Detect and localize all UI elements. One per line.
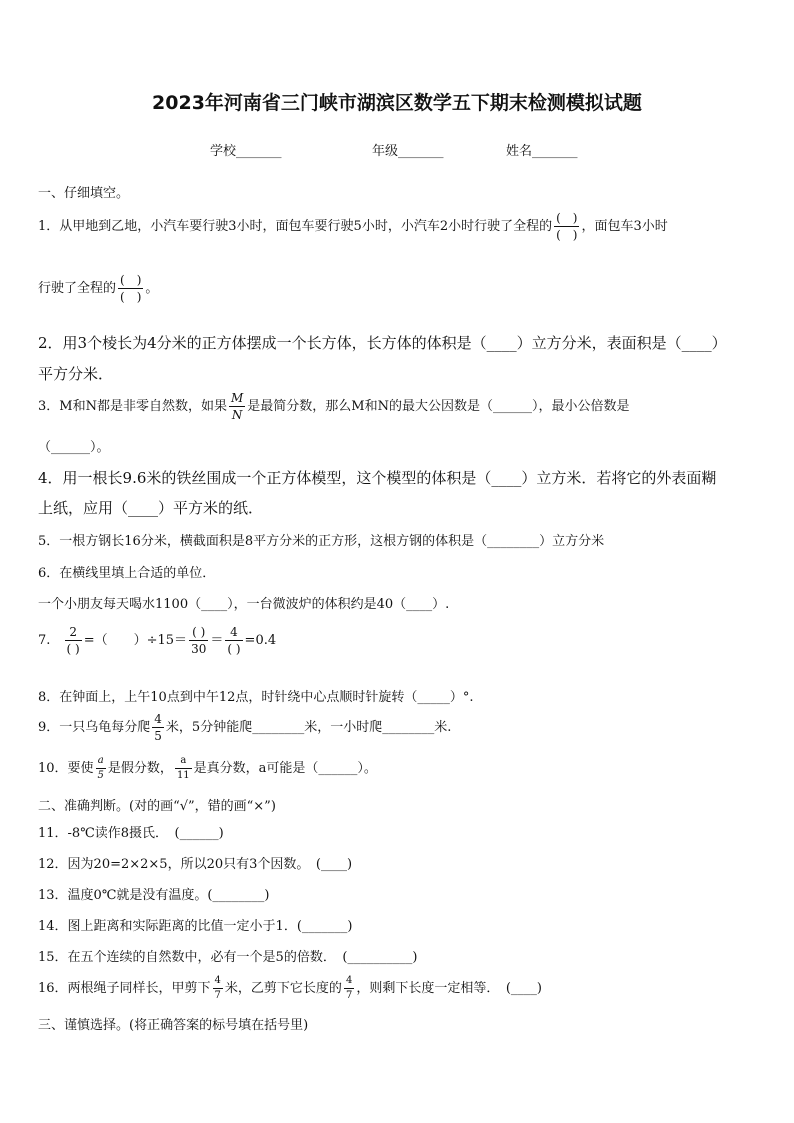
q1-text-b: ，面包车3小时 bbox=[581, 219, 668, 234]
page-title: 2023年河南省三门峡市湖滨区数学五下期末检测模拟试题 bbox=[152, 92, 642, 114]
question-14: 14．图上距离和实际距离的比值一定小于1．(_______) bbox=[38, 919, 353, 934]
fraction-denominator: 5 bbox=[97, 770, 104, 781]
fraction-denominator: 7 bbox=[214, 990, 221, 1001]
fraction-denominator: N bbox=[229, 406, 245, 421]
q7-label: 7. bbox=[38, 633, 51, 648]
question-4-line-1: 4．用一根长9.6米的铁丝围成一个正方体模型，这个模型的体积是（____）立方米．若将它的外表面糊 bbox=[38, 469, 717, 487]
question-5: 5．一根方钢长16分米，横截面积是8平方分米的正方形，这根方钢的体积是（________）立方分米 bbox=[38, 534, 605, 549]
question-11: 11．-8℃读作8摄氏． (______) bbox=[38, 826, 224, 841]
fraction-denominator: 30 bbox=[191, 642, 207, 656]
fraction-denominator: ( ) bbox=[66, 642, 80, 656]
q10-text-c: 是真分数，a可能是（______）。 bbox=[193, 761, 377, 776]
q3-text-a: 3．M和N都是非零自然数，如果 bbox=[38, 399, 227, 414]
fraction-numerator: ( ) bbox=[120, 273, 142, 287]
fraction-1 bbox=[65, 626, 82, 655]
question-6-line-2: 一个小朋友每天喝水1100（____），一台微波炉的体积约是40（____）. bbox=[38, 597, 450, 612]
q3-text-b: 是最简分数，那么M和N的最大公因数是（______），最小公倍数是 bbox=[247, 399, 630, 414]
section-heading-2: 二、准确判断。(对的画“√”，错的画“×”) bbox=[38, 799, 276, 814]
question-1-line-2 bbox=[38, 274, 158, 303]
question-1-line-1 bbox=[38, 212, 668, 241]
fraction-m-over-n bbox=[229, 392, 245, 421]
blank-fraction bbox=[118, 274, 143, 303]
q7-mid: =（ ）÷15＝ bbox=[83, 633, 188, 648]
question-16 bbox=[38, 976, 542, 1001]
fraction-2 bbox=[189, 626, 208, 655]
school-field: 学校_______ bbox=[210, 144, 282, 159]
fraction-3 bbox=[225, 626, 242, 655]
fraction-numerator: 4 bbox=[154, 712, 162, 726]
question-3-line-1 bbox=[38, 392, 629, 421]
q16-text-c: ，则剩下长度一定相等． (____) bbox=[356, 981, 542, 996]
question-15: 15．在五个连续的自然数中，必有一个是5的倍数． (__________) bbox=[38, 950, 418, 965]
fraction-denominator: ( ) bbox=[556, 228, 578, 242]
fraction-numerator: 2 bbox=[69, 625, 77, 639]
q16-text-b: 米，乙剪下它长度的 bbox=[224, 981, 342, 996]
name-field: 姓名_______ bbox=[506, 144, 578, 159]
question-12: 12．因为20=2×2×5，所以20只有3个因数。 (____) bbox=[38, 857, 353, 872]
fraction-numerator: a bbox=[97, 755, 104, 766]
fraction-denominator: 5 bbox=[154, 729, 162, 743]
question-7 bbox=[38, 626, 276, 655]
fraction-four-fifths bbox=[152, 713, 164, 742]
fraction-numerator: 4 bbox=[345, 975, 353, 986]
fraction-four-sevenths bbox=[344, 976, 354, 1001]
blank-fraction bbox=[554, 212, 579, 241]
fraction-denominator: 11 bbox=[176, 770, 190, 781]
section-heading-1: 一、仔细填空。 bbox=[38, 186, 130, 201]
q10-text-b: 是假分数， bbox=[107, 761, 173, 776]
question-13: 13．温度0℃就是没有温度。(________) bbox=[38, 888, 270, 903]
q1-text-d: 。 bbox=[145, 281, 159, 296]
fraction-numerator: ( ) bbox=[192, 625, 206, 639]
fraction-numerator: 4 bbox=[230, 625, 238, 639]
q1-text-c: 行驶了全程的 bbox=[38, 281, 117, 296]
fraction-a-over-11 bbox=[175, 756, 192, 781]
question-2-line-2: 平方分米． bbox=[38, 365, 114, 383]
question-8: 8．在钟面上，上午10点到中午12点，时针绕中心点顺时针旋转（_____）°. bbox=[38, 690, 474, 705]
question-9 bbox=[38, 713, 451, 742]
q9-text-b: 米，5分钟能爬________米，一小时爬________米. bbox=[165, 720, 452, 735]
q7-eq: ＝ bbox=[210, 633, 224, 648]
fraction-four-sevenths bbox=[213, 976, 223, 1001]
fraction-denominator: ( ) bbox=[227, 642, 241, 656]
q9-text-a: 9．一只乌龟每分爬 bbox=[38, 720, 151, 735]
question-6-line-1: 6．在横线里填上合适的单位． bbox=[38, 566, 216, 581]
fraction-a-over-5 bbox=[96, 756, 106, 781]
fraction-numerator: M bbox=[230, 391, 244, 405]
q7-end: =0.4 bbox=[244, 633, 277, 648]
fraction-numerator: ( ) bbox=[556, 211, 578, 225]
question-10 bbox=[38, 756, 377, 781]
fraction-numerator: 4 bbox=[214, 975, 221, 986]
q10-text-a: 10．要使 bbox=[38, 761, 94, 776]
section-heading-3: 三、谨慎选择。(将正确答案的标号填在括号里) bbox=[38, 1018, 309, 1033]
question-3-line-2: （______）。 bbox=[38, 440, 110, 455]
fraction-denominator: 7 bbox=[345, 990, 353, 1001]
fraction-denominator: ( ) bbox=[120, 290, 142, 304]
q16-text-a: 16．两根绳子同样长，甲剪下 bbox=[38, 981, 211, 996]
grade-field: 年级_______ bbox=[372, 144, 444, 159]
q1-text-a: 1．从甲地到乙地，小汽车要行驶3小时，面包车要行驶5小时，小汽车2小时行驶了全程的 bbox=[38, 219, 553, 234]
fraction-numerator: a bbox=[180, 755, 187, 766]
question-4-line-2: 上纸，应用（____）平方米的纸． bbox=[38, 499, 264, 517]
question-2-line-1: 2．用3个棱长为4分米的正方体摆成一个长方体，长方体的体积是（____）立方分米，表面积是（____） bbox=[38, 334, 727, 352]
